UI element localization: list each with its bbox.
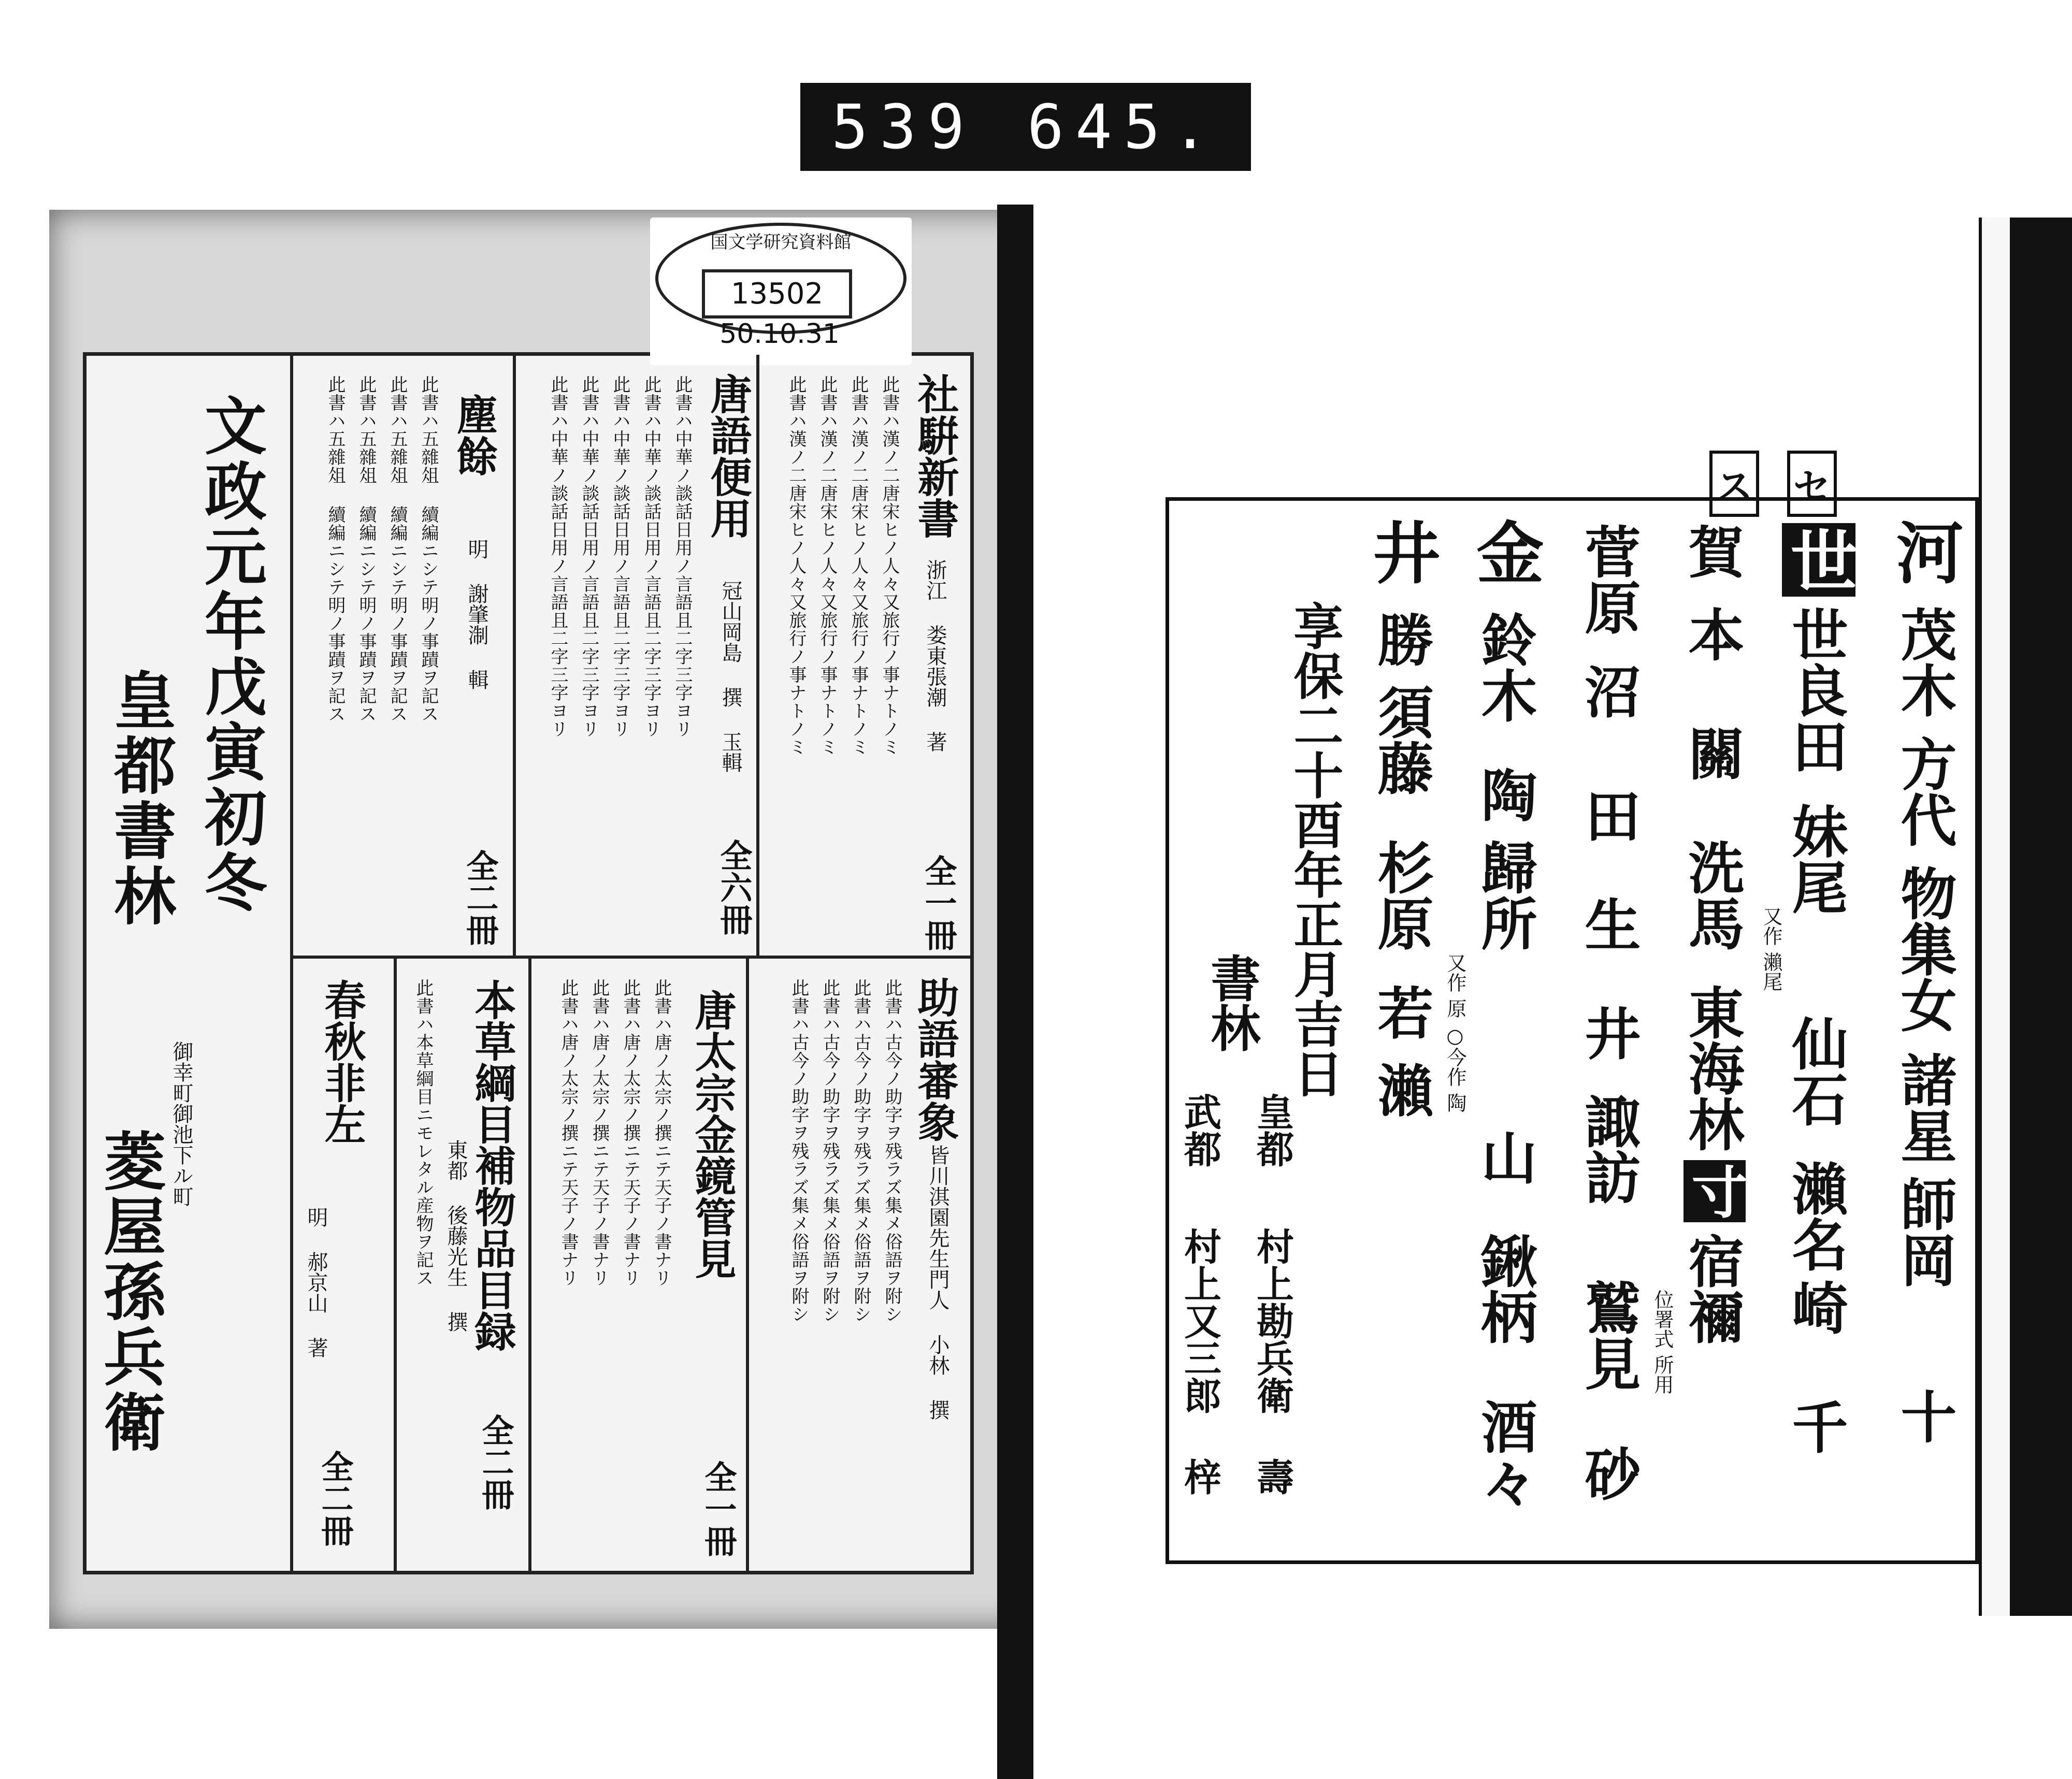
surname: 須藤	[1368, 684, 1433, 796]
surname: 茂木	[1891, 606, 1956, 718]
book-title: 春秋非左	[318, 979, 366, 1145]
surname: 瀨	[1368, 1062, 1433, 1118]
stamp-date: 50.10.31	[720, 319, 840, 350]
book-description: 此書ハ五雜俎 續編ニシテ明ノ事蹟ヲ記ス	[387, 375, 408, 723]
book-gutter	[997, 205, 1033, 1779]
book-title: 塵餘	[450, 394, 498, 476]
book-description: 此書ハ五雜俎 續編ニシテ明ノ事蹟ヲ記ス	[418, 375, 439, 723]
column-divider	[746, 958, 749, 1572]
book-description: 此書ハ唐ノ太宗ノ撰ニテ天子ノ書ナリ	[589, 979, 610, 1287]
book-author: 東都 後藤光生 撰	[444, 1139, 468, 1332]
colophon-city: 皇都	[1250, 1093, 1294, 1167]
surname-head: 河	[1885, 518, 1964, 585]
surname: 菅原	[1575, 523, 1641, 635]
surname: 山	[1472, 1129, 1537, 1185]
book-description: 此書ハ中華ノ談話日用ノ言語且二字三字ヨリ	[672, 375, 693, 738]
book-author: 浙江 娄東張潮 著	[923, 559, 947, 752]
surname: 歸所	[1472, 839, 1537, 951]
book-count: 全二冊	[477, 1414, 514, 1510]
book-title: 唐語便用	[703, 373, 752, 539]
book-description: 此書ハ中華ノ談話日用ノ言語且二字三字ヨリ	[641, 375, 661, 738]
surname-note: 又作 瀨尾	[1760, 906, 1782, 992]
surname: 諏訪	[1575, 1093, 1641, 1205]
row-divider	[290, 956, 971, 959]
book-author: 皆川淇園先生門人 小林 撰	[926, 1145, 949, 1420]
publisher-address: 御幸町御池下ル町	[169, 1041, 193, 1207]
book-author: 冠山岡島 撰 玉輯	[718, 580, 742, 773]
publisher-label: 皇都書林	[104, 668, 177, 929]
section-mark: ス	[1709, 451, 1759, 517]
colophon-publisher: 村上又三郎 梓	[1178, 1227, 1222, 1495]
surname: 十	[1891, 1388, 1956, 1444]
book-description: 此書ハ古今ノ助字ヲ残ラズ集メ俗語ヲ附シ	[882, 979, 902, 1323]
column-divider	[528, 958, 531, 1572]
surname-head: 井	[1362, 518, 1441, 585]
surname: 井	[1575, 1005, 1641, 1061]
book-description: 此書ハ唐ノ太宗ノ撰ニテ天子ノ書ナリ	[651, 979, 672, 1287]
book-description: 此書ハ漢ノ二唐宋ヒノ人々又旅行ノ事ナトノミ	[817, 375, 838, 756]
surname: 諸星	[1891, 1051, 1956, 1163]
surname-note: 位署式 所用	[1651, 1290, 1674, 1395]
book-title: 唐太宗金鏡管見	[688, 989, 737, 1279]
book-description: 此書ハ五雜俎 續編ニシテ明ノ事蹟ヲ記ス	[325, 375, 346, 723]
book-description: 此書ハ漢ノ二唐宋ヒノ人々又旅行ノ事ナトノミ	[848, 375, 869, 756]
archive-number-right: 645.	[1027, 91, 1220, 163]
publisher-name: 菱屋孫兵衛	[93, 1129, 166, 1455]
book-count: 全二冊	[461, 849, 499, 946]
surname: 鷲見	[1575, 1279, 1641, 1391]
book-description: 此書ハ古今ノ助字ヲ残ラズ集メ俗語ヲ附シ	[851, 979, 871, 1323]
surname: 物集女	[1891, 865, 1956, 1033]
book-description: 此書ハ唐ノ太宗ノ撰ニテ天子ノ書ナリ	[620, 979, 641, 1287]
surname: 方代	[1891, 735, 1956, 847]
surname: 田	[1575, 787, 1641, 843]
archive-number-left: 539	[831, 91, 976, 163]
book-count: 全一冊	[699, 1460, 737, 1557]
surname-head-mark: 世	[1782, 523, 1855, 597]
surname: 勝	[1368, 611, 1433, 667]
book-description: 此書ハ漢ノ二唐宋ヒノ人々又旅行ノ事ナトノミ	[786, 375, 807, 756]
book-title: 助語審象	[911, 976, 959, 1142]
book-description: 此書ハ唐ノ太宗ノ撰ニテ天子ノ書ナリ	[558, 979, 579, 1287]
column-divider	[513, 355, 516, 956]
surname-head: 金	[1465, 518, 1545, 585]
book-author: 明 謝肇淛 輯	[465, 539, 488, 690]
colophon-shop: 書林	[1203, 953, 1261, 1052]
surname: 關	[1679, 725, 1744, 781]
surname: 仙石	[1782, 1015, 1848, 1127]
book-description: 此書ハ古今ノ助字ヲ残ラズ集メ俗語ヲ附シ	[788, 979, 809, 1323]
book-author: 明 郝京山 著	[304, 1207, 328, 1358]
colophon-city: 武都	[1178, 1093, 1222, 1167]
surname: 妹尾	[1782, 803, 1848, 915]
surname: 若	[1368, 984, 1433, 1040]
surname-mark: 寸	[1684, 1160, 1746, 1222]
surname: 賀	[1679, 523, 1744, 579]
surname: 東海林	[1679, 984, 1744, 1152]
book-count: 全二冊	[316, 1450, 354, 1546]
surname: 砂	[1575, 1445, 1641, 1501]
surname: 洗馬	[1679, 839, 1744, 951]
surname-note: 又作 原 ○今作 陶	[1444, 953, 1466, 1113]
archive-label	[800, 83, 1251, 171]
surname: 杉原	[1368, 839, 1433, 951]
column-divider	[756, 355, 759, 956]
surname: 本	[1679, 606, 1744, 662]
section-mark: セ	[1787, 451, 1837, 517]
book-title: 社騈新書	[911, 373, 959, 539]
book-description: 此書ハ五雜俎 續編ニシテ明ノ事蹟ヲ記ス	[356, 375, 377, 723]
book-count: 全一冊	[919, 855, 957, 951]
surname: 沼	[1575, 663, 1641, 719]
surname: 崎	[1782, 1279, 1848, 1335]
book-description: 此書ハ中華ノ談話日用ノ言語且二字三字ヨリ	[548, 375, 568, 738]
surname: 鈴木	[1472, 611, 1537, 723]
column-divider	[290, 355, 293, 1572]
book-description: 此書ハ本草綱目ニモレタル産物ヲ記ス	[413, 979, 434, 1287]
surname: 陶	[1472, 766, 1537, 822]
stamp-organization: 国文学研究資料館	[710, 232, 852, 253]
surname: 宿禰	[1679, 1233, 1744, 1344]
surname: 千	[1782, 1398, 1848, 1454]
book-description: 此書ハ中華ノ談話日用ノ言語且二字三字ヨリ	[610, 375, 630, 738]
book-count: 全六冊	[715, 839, 753, 935]
surname: 師岡	[1891, 1176, 1956, 1288]
book-description: 此書ハ中華ノ談話日用ノ言語且二字三字ヨリ	[579, 375, 599, 738]
column-divider	[394, 958, 397, 1572]
book-description: 此書ハ漢ノ二唐宋ヒノ人々又旅行ノ事ナトノミ	[879, 375, 900, 756]
book-description: 此書ハ古今ノ助字ヲ残ラズ集メ俗語ヲ附シ	[819, 979, 840, 1323]
colophon-publisher: 村上勘兵衛 壽	[1250, 1227, 1294, 1495]
surname: 瀨名	[1782, 1160, 1848, 1272]
book-title: 本草綱目補物品目録	[468, 979, 516, 1352]
page-edge	[1979, 218, 2013, 1616]
surname: 鍬柄	[1472, 1233, 1537, 1344]
colophon-date: 享保二十酉年正月吉日	[1286, 601, 1344, 1098]
stamp-number: 13502	[702, 269, 852, 319]
surname: 生	[1575, 896, 1641, 952]
surname: 世良田	[1782, 606, 1848, 774]
edition-date: 文政元年戊寅初冬	[194, 394, 267, 916]
surname: 酒々	[1472, 1398, 1537, 1510]
scan-border	[2010, 218, 2072, 1616]
